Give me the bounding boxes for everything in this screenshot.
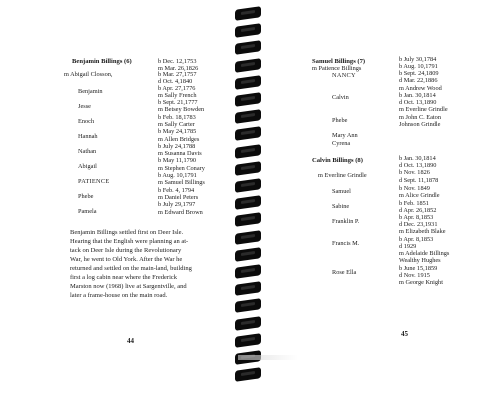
narrative-line: Benjamin Billings settled first on Deer Isle.: [70, 229, 184, 236]
narrative-line: War, he went to Old York. After the War he: [70, 256, 183, 263]
child-name: Samuel: [332, 188, 351, 195]
narrative-line: first a log cabin near where the Frederick: [70, 274, 178, 281]
child-detail: d Oct. 13,1890: [399, 99, 437, 106]
child-spouse: m Adelaide Billings: [399, 250, 450, 257]
child-name: Phebe: [78, 193, 94, 200]
child-name: Jesse: [78, 103, 91, 110]
spouse-birth: b Mar. 27,1757: [158, 71, 197, 78]
ancestor-birth: b July 30,1784: [399, 56, 437, 63]
child-spouse: m Stephen Conary: [158, 165, 205, 172]
child-name: Phebe: [332, 117, 348, 124]
child-death: d 1929: [399, 243, 417, 250]
narrative-line: returned and settled on the main-land, building: [70, 265, 192, 272]
child-spouse: m Samuel Billings: [158, 179, 205, 186]
child-name: Sabine: [332, 203, 350, 210]
child-name: Pamela: [78, 208, 97, 215]
spouse-name: m Everline Grindle: [318, 172, 367, 179]
child-spouse: Wealthy Hughes: [399, 257, 441, 264]
child-spouse: m Edward Brown: [158, 209, 203, 216]
page-number: 44: [127, 337, 134, 345]
child-birth: b Aug. 10,1791: [158, 172, 197, 179]
child-spouse: m Daniel Peters: [158, 194, 199, 201]
ancestor-birth: b Dec. 12,1753: [158, 58, 197, 65]
child-detail: m Everline Grindle: [399, 106, 448, 113]
child-spouse: m Alice Grindle: [399, 192, 440, 199]
child-name: Rose Ella: [332, 269, 357, 276]
narrative-line: later a frame-house on the main road.: [70, 292, 168, 299]
child-birth: b Nov. 1849: [399, 185, 430, 192]
child-name: PATIENCE: [78, 178, 110, 185]
child-name: Franklin P.: [332, 218, 360, 225]
ancestor-name: Benjamin Billings (6): [72, 58, 132, 65]
child-birth: b Sept. 21,1777: [158, 99, 198, 106]
ancestor-death: d Oct. 13,1890: [399, 162, 437, 169]
right-page: [256, 0, 495, 400]
child-birth: b July 29,1797: [158, 201, 196, 208]
child-name: Francis M.: [332, 240, 360, 247]
child-name: Calvin: [332, 94, 349, 101]
child-name: Enoch: [78, 118, 95, 125]
child-death: d Apr. 26,1852: [399, 207, 437, 214]
child-birth: b Apr. 8,1853: [399, 214, 434, 221]
ancestor-name: Calvin Billings (8): [312, 157, 363, 164]
child-name: Mary Ann: [332, 132, 358, 139]
child-spouse: m Sally French: [158, 92, 197, 99]
spouse-death: d Oct. 4,1840: [158, 78, 193, 85]
spouse-name: m Patience Billings: [312, 65, 362, 72]
child-detail: m Andrew Wood: [399, 85, 442, 92]
narrative-line: Hearing that the English were planning an at-: [70, 238, 189, 245]
ancestor-birth: b Jan. 30,1814: [399, 155, 436, 162]
child-name: Cyrena: [332, 140, 351, 147]
child-name: Hannah: [78, 133, 98, 140]
child-birth: b Feb. 4, 1794: [158, 187, 195, 194]
spouse-birth: b Aug. 10,1791: [399, 63, 438, 70]
child-spouse: m Sally Carter: [158, 121, 195, 128]
page-number: 45: [401, 330, 408, 338]
child-spouse: m George Knight: [399, 279, 443, 286]
child-detail: b Jan. 30,1814: [399, 92, 436, 99]
spouse-name: m Abigail Closson,: [64, 71, 113, 78]
child-spouse: m Betsey Bowden: [158, 106, 205, 113]
ancestor-name: Samuel Billings (7): [312, 58, 366, 65]
child-death: d Dec. 23,1931: [399, 221, 438, 228]
child-detail: Johnson Grindle: [399, 121, 441, 128]
child-name: NANCY: [332, 72, 356, 79]
child-birth: b Apr. 8,1853: [399, 236, 434, 243]
narrative-line: Marston now (1968) live at Sargentville, and: [70, 283, 187, 290]
child-spouse: m Elizabeth Blake: [399, 228, 446, 235]
child-detail: d Mar. 22,1886: [399, 77, 438, 84]
child-birth: b June 15,1859: [399, 265, 438, 272]
child-spouse: m Susanna Davis: [158, 150, 202, 157]
spouse-death: d Sept. 11,1878: [399, 177, 439, 184]
child-death: d Nov. 1915: [399, 272, 430, 279]
child-name: Abigail: [78, 163, 97, 170]
left-page: [0, 0, 238, 400]
child-birth: b May 24,1785: [158, 128, 197, 135]
child-birth: b July 24,1788: [158, 143, 196, 150]
child-birth: b Apr. 27,1776: [158, 85, 196, 92]
narrative-line: tack on Deer Isle during the Revolutionary: [70, 247, 182, 254]
spouse-birth: b Nov. 1826: [399, 169, 430, 176]
child-name: Nathan: [78, 148, 97, 155]
child-name: Benjamin: [78, 88, 103, 95]
child-detail: b Sept. 24,1809: [399, 70, 439, 77]
child-birth: b Feb. 1851: [399, 200, 429, 207]
child-birth: b Feb. 18,1783: [158, 114, 196, 121]
child-birth: b May 11,1790: [158, 157, 197, 164]
child-spouse: m Allen Bridges: [158, 136, 200, 143]
ancestor-marriage: m Mar. 26,1826: [158, 65, 199, 72]
child-detail: m John C. Eaton: [399, 114, 441, 121]
